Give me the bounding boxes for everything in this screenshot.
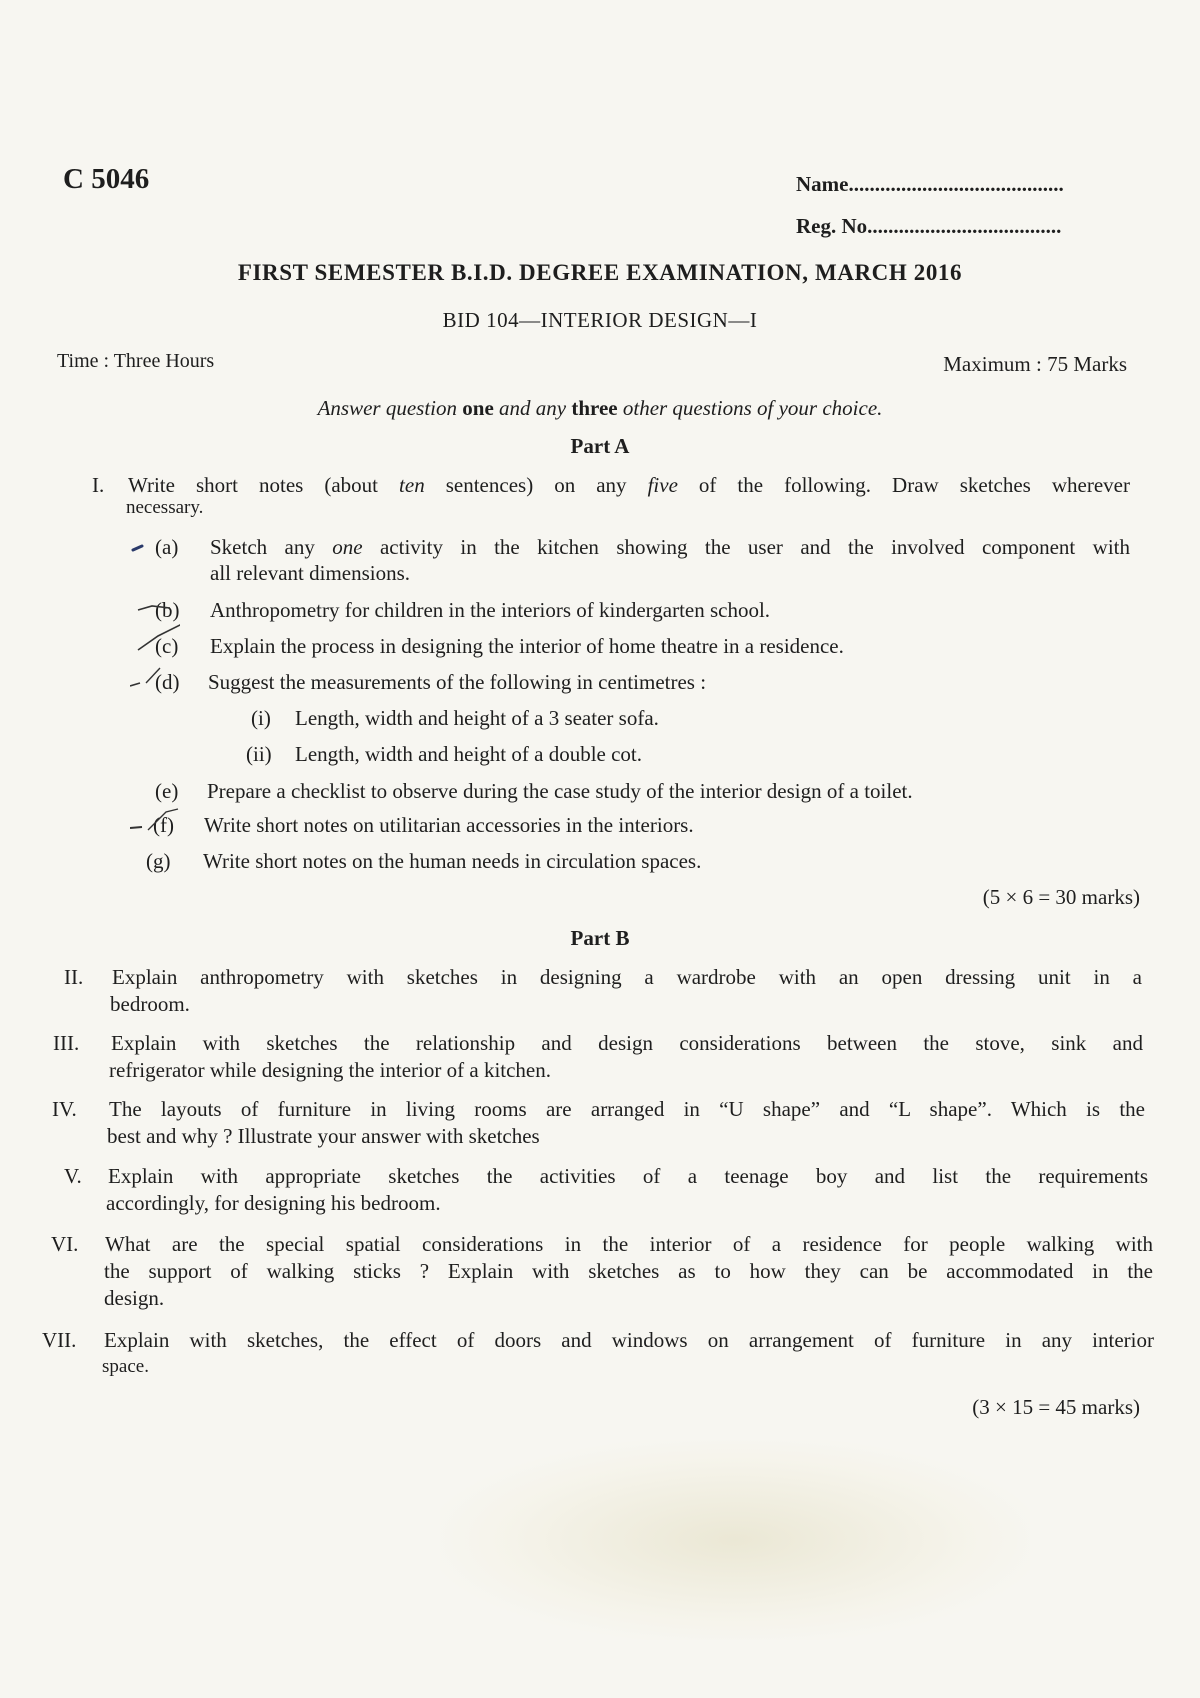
question-text: Explain with appropriate sketches the activities of a teenage boy and list the requirements — [108, 1164, 1148, 1188]
item-text — [210, 535, 1130, 560]
subitem-label: (ii) — [246, 742, 272, 766]
item-text-line2: all relevant dimensions. — [210, 561, 411, 585]
exam-duration: Time : Three Hours — [57, 350, 215, 372]
item-label: (f) — [153, 813, 174, 837]
instr-text-2: and any — [493, 396, 572, 420]
item-label: (d) — [155, 670, 180, 694]
question-number: IV. — [52, 1097, 77, 1121]
instr-text-1: Answer question — [317, 396, 463, 420]
q1-text-c: of the following. Draw sketches wherever — [677, 473, 1130, 497]
part-a-heading: Part A — [570, 434, 630, 458]
question-number: III. — [53, 1031, 80, 1055]
instr-bold-2: three — [571, 396, 618, 420]
item-text: Anthropometry for children in the interiors of kindergarten school. — [210, 598, 771, 622]
subitem-label: (i) — [251, 706, 271, 730]
question-text-line2: necessary. — [126, 497, 204, 518]
pencil-tick-marks — [130, 538, 180, 878]
question-text-line2: space. — [102, 1356, 149, 1377]
instr-bold-1: one — [462, 396, 494, 420]
question-number: I. — [92, 473, 105, 497]
item-label: (a) — [155, 535, 179, 559]
question-number: VI. — [51, 1232, 79, 1256]
item-text: Explain the process in designing the interior of home theatre in a residence. — [210, 634, 844, 658]
subitem-text: Length, width and height of a double cot. — [295, 742, 643, 766]
question-text-line2: refrigerator while designing the interior of a kitchen. — [109, 1058, 552, 1082]
part-b-heading: Part B — [570, 926, 630, 950]
paper-stain — [440, 1440, 1030, 1640]
item-label: (c) — [155, 634, 179, 658]
paper-code: C 5046 — [63, 163, 150, 195]
question-text — [128, 473, 1130, 498]
q1-italic-1: ten — [399, 473, 425, 497]
question-text: Explain anthropometry with sketches in designing a wardrobe with an open dressing unit in a — [112, 965, 1142, 989]
instr-text-3: other questions of your choice. — [617, 396, 883, 420]
part-b-marks: (3 × 15 = 45 marks) — [972, 1395, 1140, 1419]
exam-title: FIRST SEMESTER B.I.D. DEGREE EXAMINATION, MARCH 2016 — [237, 260, 963, 285]
instructions — [0, 396, 1200, 421]
item-a-text-b: activity in the kitchen showing the user and the involved component with — [362, 535, 1130, 559]
question-text-line2: bedroom. — [110, 992, 190, 1016]
q1-italic-2: five — [647, 473, 678, 497]
question-text: Explain with sketches, the effect of doors and windows on arrangement of furniture in any interior — [104, 1328, 1154, 1352]
reg-number-field: Reg. No..................................... — [796, 214, 1062, 238]
q1-text-b: sentences) on any — [424, 473, 648, 497]
question-text: Explain with sketches the relationship and design considerations between the stove, sink and — [111, 1031, 1143, 1055]
item-a-italic: one — [332, 535, 363, 559]
item-text: Write short notes on the human needs in circulation spaces. — [203, 849, 702, 873]
question-number: II. — [64, 965, 84, 989]
item-label: (g) — [146, 849, 171, 873]
question-text: The layouts of furniture in living rooms are arranged in “U shape” and “L shape”. Which is the — [109, 1097, 1145, 1121]
question-text: What are the special spatial considerations in the interior of a residence for people walking with — [105, 1232, 1153, 1256]
item-label: (b) — [155, 598, 180, 622]
question-number: VII. — [42, 1328, 77, 1352]
max-marks: Maximum : 75 Marks — [943, 352, 1127, 376]
question-text-line2: the support of walking sticks ? Explain with sketches as to how they can be accommodated in the — [104, 1259, 1153, 1283]
part-a-marks: (5 × 6 = 30 marks) — [982, 885, 1140, 909]
item-a-text-a: Sketch any — [210, 535, 333, 559]
item-text: Prepare a checklist to observe during the case study of the interior design of a toilet. — [207, 779, 913, 803]
name-field: Name......................................... — [796, 172, 1064, 196]
q1-text-a: Write short notes (about — [128, 473, 400, 497]
course-title: BID 104—INTERIOR DESIGN—I — [442, 308, 758, 332]
item-text: Write short notes on utilitarian accessories in the interiors. — [204, 813, 694, 837]
question-number: V. — [64, 1164, 82, 1188]
subitem-text: Length, width and height of a 3 seater sofa. — [295, 706, 659, 730]
item-text: Suggest the measurements of the following in centimetres : — [208, 670, 707, 694]
item-label: (e) — [155, 779, 179, 803]
question-text-line2: accordingly, for designing his bedroom. — [106, 1191, 441, 1215]
question-text-line2: best and why ? Illustrate your answer with sketches — [107, 1124, 540, 1148]
question-text-line3: design. — [104, 1286, 165, 1310]
